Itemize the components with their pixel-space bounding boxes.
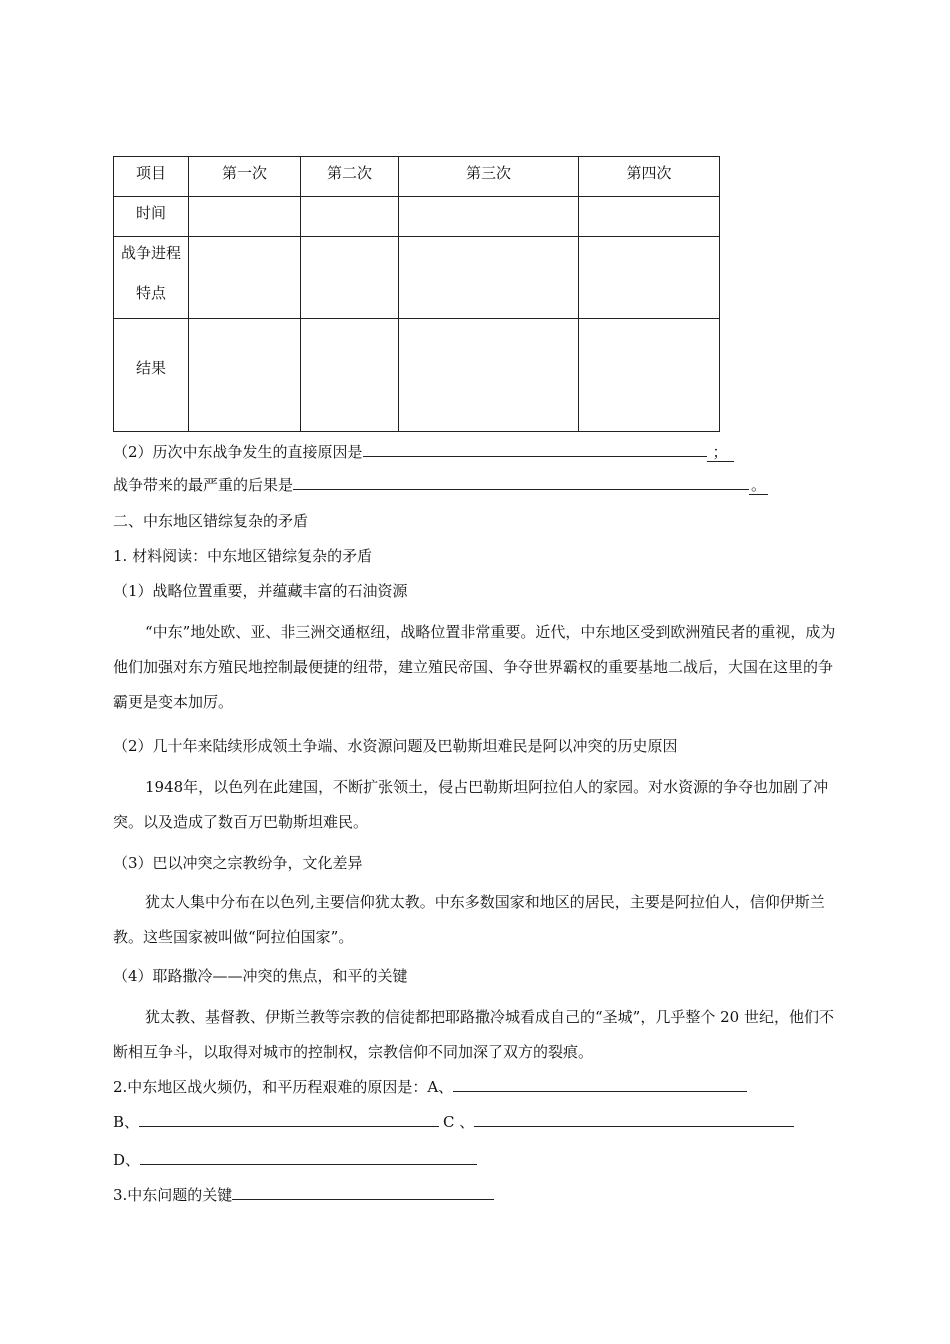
section2-item1: 1. 材料阅读：中东地区错综复杂的矛盾 — [113, 547, 373, 565]
row-label-progress — [114, 237, 189, 319]
table-row-time — [114, 197, 720, 237]
sub2-title: （2）几十年来陆续形成领土争端、水资源问题及巴勒斯坦难民是阿以冲突的历史原因 — [113, 737, 678, 755]
q2-consequence-label: 战争带来的最严重的后果是 — [113, 476, 294, 494]
table-cell[interactable] — [301, 237, 399, 319]
reasons-d-label: D、 — [113, 1151, 141, 1169]
answer-blank-b[interactable] — [139, 1110, 439, 1127]
header-cell-fourth: 第四次 — [579, 157, 720, 197]
reasons-line-d — [113, 1148, 477, 1170]
sub4-text: 犹太教、基督教、伊斯兰教等宗教的信徒都把耶路撒冷城看成自己的“圣城”，几乎整个 20 世纪，他们不断相互争斗，以取得对城市的控制权，宗教信仰不同加深了双方的裂痕。 — [113, 1008, 834, 1061]
section2-title: 二、中东地区错综复杂的矛盾 — [113, 512, 309, 530]
table-cell[interactable] — [399, 197, 579, 237]
table-cell[interactable] — [301, 197, 399, 237]
reasons-c-label: C 、 — [443, 1113, 475, 1131]
q2-period: 。 — [751, 476, 767, 494]
answer-blank-consequence[interactable] — [293, 473, 749, 490]
answer-blank-c[interactable] — [474, 1110, 794, 1127]
sub1-text: “中东”地处欧、亚、非三洲交通枢纽，战略位置非常重要。近代，中东地区受到欧洲殖民者的重视，成为他们加强对东方殖民地控制最便捷的纽带，建立殖民帝国、争夺世界霸权的重要基地二战后，大国在这里的争霸更是变本加厉。 — [113, 623, 836, 711]
q2-consequence-line — [113, 473, 768, 495]
sub3-title: （3）巴以冲突之宗教纷争，文化差异 — [113, 854, 363, 872]
reasons-b-label: B、 — [113, 1113, 140, 1131]
table-cell[interactable] — [189, 237, 301, 319]
table-cell[interactable] — [579, 237, 720, 319]
header-cell-first: 第一次 — [189, 157, 301, 197]
answer-blank-direct-cause[interactable] — [363, 440, 707, 457]
sub1-title: （1）战略位置重要，并蕴藏丰富的石油资源 — [113, 582, 408, 600]
answer-blank-key[interactable] — [232, 1183, 494, 1200]
wars-table — [113, 156, 720, 432]
row-label-time: 时间 — [114, 197, 189, 237]
table-row-progress — [114, 237, 720, 319]
table-cell[interactable] — [399, 319, 579, 432]
table-cell[interactable] — [301, 319, 399, 432]
reasons-line-bc — [113, 1110, 794, 1132]
table-cell[interactable] — [579, 197, 720, 237]
q2-direct-cause-line — [113, 440, 734, 462]
table-cell[interactable] — [579, 319, 720, 432]
header-cell-item: 项目 — [114, 157, 189, 197]
key-label: 3.中东问题的关键 — [113, 1186, 233, 1204]
header-cell-second: 第二次 — [301, 157, 399, 197]
row-label-progress-line1: 战争进程 — [120, 244, 181, 262]
header-cell-third: 第三次 — [399, 157, 579, 197]
table-cell[interactable] — [189, 319, 301, 432]
key-line — [113, 1183, 494, 1205]
table-row-result — [114, 319, 720, 432]
table-cell[interactable] — [399, 237, 579, 319]
row-label-progress-line2: 特点 — [135, 284, 166, 302]
reasons-line-a — [113, 1075, 747, 1097]
q2-direct-cause-label: （2）历次中东战争发生的直接原因是 — [113, 443, 363, 461]
sub4-title: （4）耶路撒冷——冲突的焦点，和平的关键 — [113, 967, 408, 985]
row-label-result: 结果 — [114, 319, 189, 432]
reasons-label: 2.中东地区战火频仍，和平历程艰难的原因是：A、 — [113, 1078, 454, 1096]
q2-semicolon: ； — [707, 443, 734, 462]
answer-blank-d[interactable] — [140, 1148, 477, 1165]
table-header-row — [114, 157, 720, 197]
sub3-text: 犹太人集中分布在以色列,主要信仰犹太教。中东多数国家和地区的居民，主要是阿拉伯人，信仰伊斯兰教。这些国家被叫做“阿拉伯国家”。 — [113, 893, 825, 946]
answer-blank-a[interactable] — [453, 1075, 747, 1092]
table-cell[interactable] — [189, 197, 301, 237]
sub2-text: 1948年，以色列在此建国，不断扩张领土，侵占巴勒斯坦阿拉伯人的家园。对水资源的争夺也加剧了冲突。以及造成了数百万巴勒斯坦难民。 — [113, 778, 829, 831]
